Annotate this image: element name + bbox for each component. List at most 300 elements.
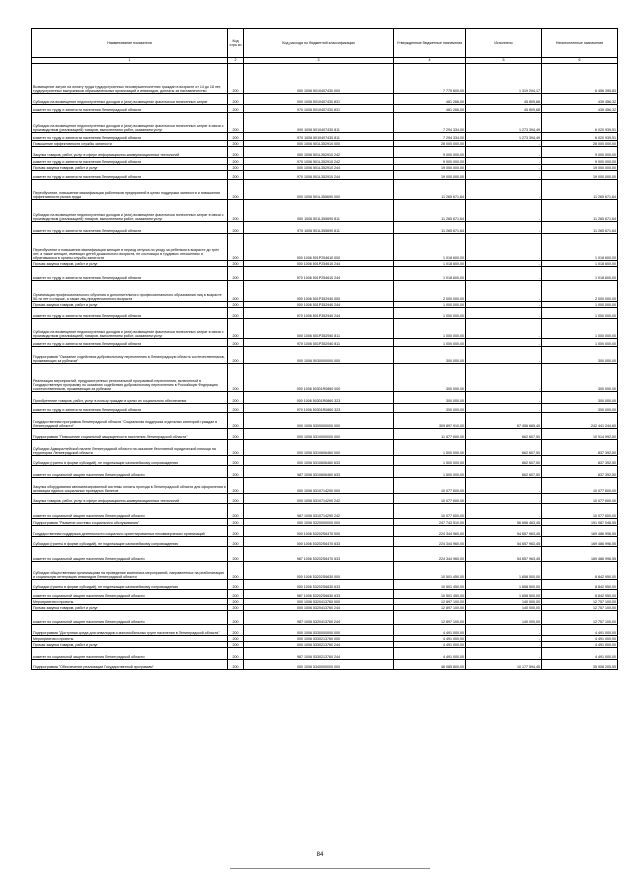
row-line-code: 200 <box>228 364 244 392</box>
row-unexecuted: 12 757 100,00 <box>542 611 618 625</box>
row-budget-code: 000 1006 501P254610 244 <box>244 261 394 267</box>
row-executed: - <box>466 261 542 267</box>
row-line-code: 200 <box>228 590 244 599</box>
row-budget-code: 000 1006 501L352910 244 <box>244 165 394 171</box>
row-budget-code: 000 1006 50301R0860 323 <box>244 392 394 404</box>
row-executed: - <box>466 302 542 308</box>
row-unexecuted: 169 486 996,55 <box>542 526 618 537</box>
row-line-code: 200 <box>228 413 244 429</box>
row-approved: 11 265 671,64 <box>394 180 466 200</box>
row-name: Мероприятия и проекты <box>32 636 228 642</box>
row-line-code: 200 <box>228 158 244 165</box>
row-name: комитет по социальной защите населения Ленинградской области <box>32 504 228 519</box>
row-budget-code: 000 1006 5340000000 000 <box>244 660 394 670</box>
row-unexecuted: 10 077 600,00 <box>542 494 618 504</box>
row-approved: 1 000 000,00 <box>394 302 466 308</box>
row-approved: 300 000,00 <box>394 364 466 392</box>
row-executed: - <box>466 478 542 494</box>
row-line-code: 200 <box>228 234 244 261</box>
row-approved: 309 897 910,00 <box>394 413 466 429</box>
row-approved: 1 018 600,00 <box>394 234 466 261</box>
row-approved: 1 000 000,00 <box>394 308 466 319</box>
row-budget-code: 000 1006 5330000000 000 <box>244 625 394 636</box>
row-name: Закупка оборудования автоматизированной системы оплаты проезда в Ленинградской области для оформления и активации единых социальных проездных билетов <box>32 478 228 494</box>
table-row <box>32 267 618 281</box>
row-line-code: 200 <box>228 537 244 547</box>
row-approved: 4 491 000,00 <box>394 648 466 660</box>
row-line-code: 200 <box>228 392 244 404</box>
table-row <box>32 133 618 141</box>
row-approved: 10 501 450,00 <box>394 562 466 580</box>
table-row <box>32 590 618 599</box>
row-approved: 4 491 000,00 <box>394 636 466 642</box>
row-unexecuted: 1 000 000,00 <box>542 302 618 308</box>
table-row <box>32 364 618 392</box>
row-name: Возмещение затрат на оплату труда трудоустроенных несовершеннолетних граждан в возрасте от 14 до 18 лет, трудоустроенных выпускников образовательных организаций и инвалидов, доплаты за наставничество <box>32 64 228 94</box>
row-line-code: 200 <box>228 580 244 590</box>
table-row <box>32 105 618 113</box>
table-row <box>32 494 618 504</box>
table-row <box>32 625 618 636</box>
row-executed: 56 656 463,45 <box>466 519 542 526</box>
row-line-code: 200 <box>228 504 244 519</box>
table-row <box>32 319 618 339</box>
row-approved: 1 018 600,00 <box>394 261 466 267</box>
row-executed: - <box>466 234 542 261</box>
row-budget-code: 970 1006 501P352940 811 <box>244 339 394 347</box>
table-row <box>32 660 618 670</box>
header-executed: Исполнено <box>466 29 542 58</box>
row-executed: - <box>466 494 542 504</box>
row-executed: - <box>466 364 542 392</box>
row-name: комитет по социальной защите населения Ленинградской области <box>32 590 228 599</box>
row-executed: - <box>466 180 542 200</box>
row-name: Переобучение и повышение квалификации женщин в период отпуска по уходу за ребенком в возрасте до трех лет, а также женщин, имеющих детей дошкольного возраста, не состоящих в трудовых отношениях и обратившихся в органы службы занятости <box>32 234 228 261</box>
row-budget-code: 970 1006 501L355690 811 <box>244 222 394 234</box>
row-unexecuted: 837 392,50 <box>542 440 618 456</box>
table-row <box>32 392 618 404</box>
row-budget-code: 000 1006 501P254610 000 <box>244 234 394 261</box>
row-budget-code: 000 1006 501P352940 000 <box>244 281 394 302</box>
row-budget-code: 987 1006 53202S6470 633 <box>244 547 394 562</box>
table-row <box>32 281 618 302</box>
row-budget-code: 000 1006 5330213760 000 <box>244 636 394 642</box>
row-line-code: 200 <box>228 308 244 319</box>
row-name: Прочая закупка товаров, работ и услуг <box>32 165 228 171</box>
row-budget-code: 000 1006 5310606460 633 <box>244 456 394 466</box>
table-row <box>32 440 618 456</box>
row-executed: - <box>466 308 542 319</box>
row-unexecuted: 169 486 996,55 <box>542 537 618 547</box>
table-row <box>32 94 618 105</box>
row-approved: 10 077 600,00 <box>394 494 466 504</box>
row-unexecuted: 1 000 000,00 <box>542 339 618 347</box>
row-budget-code: 970 1006 501P352940 244 <box>244 308 394 319</box>
row-executed: 1 273 394,49 <box>466 113 542 133</box>
row-line-code: 200 <box>228 636 244 642</box>
row-budget-code: 987 1006 5310714290 242 <box>244 504 394 519</box>
row-budget-code: 000 1006 5010407430 000 <box>244 64 394 94</box>
row-line-code: 200 <box>228 171 244 180</box>
table-row <box>32 413 618 429</box>
row-executed: 54 657 963,45 <box>466 547 542 562</box>
row-line-code: 200 <box>228 133 244 141</box>
row-line-code: 200 <box>228 147 244 158</box>
table-row <box>32 526 618 537</box>
row-unexecuted: 4 491 000,00 <box>542 648 618 660</box>
table-row <box>32 113 618 133</box>
row-approved: 224 344 960,00 <box>394 526 466 537</box>
row-line-code: 200 <box>228 105 244 113</box>
row-approved: 224 344 960,00 <box>394 537 466 547</box>
header-budget-code: Код расхода по бюджетной классификации <box>244 29 394 58</box>
row-unexecuted: 300 000,00 <box>542 392 618 404</box>
row-approved: 1 018 600,00 <box>394 267 466 281</box>
row-line-code: 200 <box>228 200 244 222</box>
row-line-code: 200 <box>228 64 244 94</box>
row-executed: - <box>466 339 542 347</box>
row-executed: - <box>466 200 542 222</box>
row-approved: 300 000,00 <box>394 392 466 404</box>
row-unexecuted: 1 000 000,00 <box>542 308 618 319</box>
row-executed: - <box>466 625 542 636</box>
row-approved: 1 500 000,00 <box>394 466 466 478</box>
row-approved: 11 265 671,64 <box>394 222 466 234</box>
row-unexecuted: 1 000 000,00 <box>542 319 618 339</box>
table-row <box>32 308 618 319</box>
column-number: 4 <box>394 58 466 64</box>
table-row <box>32 580 618 590</box>
row-approved: 7 294 334,00 <box>394 113 466 133</box>
row-line-code: 200 <box>228 466 244 478</box>
row-approved: 247 743 510,00 <box>394 519 466 526</box>
row-name: Приобретение товаров, работ, услуг в пользу граждан в целях их социального обеспечения <box>32 392 228 404</box>
column-number: 3 <box>244 58 394 64</box>
row-line-code: 200 <box>228 605 244 611</box>
row-budget-code: 000 1006 5010407430 831 <box>244 94 394 105</box>
row-unexecuted: 11 265 671,64 <box>542 222 618 234</box>
row-line-code: 200 <box>228 519 244 526</box>
row-approved: 1 500 000,00 <box>394 456 466 466</box>
budget-execution-table <box>31 28 618 670</box>
table-row <box>32 547 618 562</box>
row-name: комитет по труду и занятости населения Ленинградской области <box>32 171 228 180</box>
row-line-code: 200 <box>228 319 244 339</box>
row-budget-code: 000 1006 5330213760 244 <box>244 642 394 648</box>
row-unexecuted: 10 914 992,50 <box>542 429 618 440</box>
row-name: комитет по труду и занятости населения Ленинградской области <box>32 339 228 347</box>
column-number: 5 <box>466 58 542 64</box>
row-approved: 224 344 960,00 <box>394 547 466 562</box>
row-name: Повышение эффективности службы занятости <box>32 141 228 147</box>
row-name: Подпрограмма "Повышение социальной защищенности населения Ленинградской области" <box>32 429 228 440</box>
row-budget-code: 000 1006 5320413760 000 <box>244 599 394 605</box>
row-name: Государственная программа Ленинградской области "Социальная поддержка отдельных категорий граждан в Ленинградской области" <box>32 413 228 429</box>
row-unexecuted: 8 842 950,00 <box>542 580 618 590</box>
table-row <box>32 537 618 547</box>
header-line-code: Код стро ки <box>228 29 244 58</box>
row-approved: 481 266,00 <box>394 94 466 105</box>
row-line-code: 200 <box>228 599 244 605</box>
row-budget-code: 970 1006 501L352910 244 <box>244 171 394 180</box>
row-line-code: 200 <box>228 456 244 466</box>
row-name: Субсидии (гранты в форме субсидий), не подлежащие казначейскому сопровождению <box>32 456 228 466</box>
row-name: Организация профессионального обучения и дополнительного профессионального образования лиц в возрасте 50-ти лет и старше, а также лиц предпенсионного возраста <box>32 281 228 302</box>
row-name: Мероприятия и проекты <box>32 599 228 605</box>
row-name: Подпрограмма "Оказание содействия добровольному переселению в Ленинградскую область соотечественников, проживающих за рубежом" <box>32 347 228 364</box>
row-executed: - <box>466 147 542 158</box>
row-name: Подпрограмма "Развитие системы социального обслуживания" <box>32 519 228 526</box>
row-name: Подпрограмма "Доступная среда для инвалидов и маломобильных групп населения в Ленинградской области" <box>32 625 228 636</box>
table-row <box>32 339 618 347</box>
row-line-code: 200 <box>228 478 244 494</box>
row-approved: 11 577 600,00 <box>394 429 466 440</box>
row-line-code: 200 <box>228 611 244 625</box>
row-budget-code: 000 1006 501L352910 000 <box>244 141 394 147</box>
row-line-code: 200 <box>228 660 244 670</box>
row-name: Закупка товаров, работ, услуг в сфере информационно-коммуникационных технологий <box>32 147 228 158</box>
row-budget-code: 970 1006 50301R0860 323 <box>244 404 394 413</box>
row-approved: 4 491 000,00 <box>394 642 466 648</box>
row-budget-code: 987 1006 5310606460 633 <box>244 466 394 478</box>
row-executed: 1 658 500,00 <box>466 590 542 599</box>
row-executed: - <box>466 404 542 413</box>
row-unexecuted: 242 441 244,60 <box>542 413 618 429</box>
row-executed: - <box>466 392 542 404</box>
row-executed: - <box>466 171 542 180</box>
row-approved: 300 000,00 <box>394 347 466 364</box>
row-approved: 28 000 000,00 <box>394 141 466 147</box>
row-name: комитет по труду и занятости населения Ленинградской области <box>32 222 228 234</box>
row-line-code: 200 <box>228 562 244 580</box>
table-row <box>32 429 618 440</box>
table-row <box>32 347 618 364</box>
row-line-code: 200 <box>228 222 244 234</box>
table-row <box>32 180 618 200</box>
row-budget-code: 000 1006 53202S6470 633 <box>244 537 394 547</box>
row-approved: 12 897 100,00 <box>394 599 466 605</box>
row-budget-code: 000 1006 5030000000 000 <box>244 347 394 364</box>
row-approved: 7 775 600,00 <box>394 64 466 94</box>
row-budget-code: 000 1006 501L355690 000 <box>244 180 394 200</box>
row-executed: 662 607,50 <box>466 456 542 466</box>
row-executed: - <box>466 642 542 648</box>
row-line-code: 200 <box>228 281 244 302</box>
row-executed: 1 658 500,00 <box>466 580 542 590</box>
row-line-code: 200 <box>228 547 244 562</box>
row-budget-code: 970 1006 501L352910 242 <box>244 158 394 165</box>
row-approved: 9 000 000,00 <box>394 147 466 158</box>
table-row <box>32 234 618 261</box>
row-executed: 54 657 963,45 <box>466 526 542 537</box>
row-executed: 662 607,50 <box>466 440 542 456</box>
row-executed: - <box>466 281 542 302</box>
page-number: 84 <box>316 852 324 858</box>
row-name: Субсидии на возмещение недополученных доходов и (или) возмещение фактически понесенных затрат в связи с производством (реализацией) товаров, выполнением работ, оказанием услуг <box>32 319 228 339</box>
row-budget-code: 000 1006 53202S6630 633 <box>244 580 394 590</box>
row-unexecuted: 12 757 100,00 <box>542 599 618 605</box>
row-line-code: 200 <box>228 267 244 281</box>
table-row <box>32 404 618 413</box>
row-name: Субсидии (гранты в форме субсидий), не подлежащие казначейскому сопровождению <box>32 580 228 590</box>
row-budget-code: 970 1006 5010407430 831 <box>244 105 394 113</box>
row-unexecuted: 837 392,50 <box>542 466 618 478</box>
row-name: Закупка товаров, работ, услуг в сфере информационно-коммуникационных технологий <box>32 494 228 504</box>
row-budget-code: 000 1006 501L355690 811 <box>244 200 394 222</box>
row-executed: 1 658 500,00 <box>466 562 542 580</box>
row-name: Субсидии на возмещение недополученных доходов и (или) возмещение фактически понесенных затрат в связи с производством (реализацией) товаров, выполнением работ, оказанием услуг <box>32 113 228 133</box>
column-number: 2 <box>228 58 244 64</box>
row-budget-code: 987 1006 53202S6630 633 <box>244 590 394 599</box>
row-name: Прочая закупка товаров, работ и услуг <box>32 642 228 648</box>
row-line-code: 200 <box>228 404 244 413</box>
row-name: комитет по труду и занятости населения Ленинградской области <box>32 404 228 413</box>
row-unexecuted: 19 000 000,00 <box>542 171 618 180</box>
row-name: комитет по труду и занятости населения Ленинградской области <box>32 308 228 319</box>
row-line-code: 200 <box>228 113 244 133</box>
row-unexecuted: 4 491 000,00 <box>542 625 618 636</box>
table-row <box>32 504 618 519</box>
row-budget-code: 987 1006 5320413760 244 <box>244 611 394 625</box>
row-budget-code: 000 1006 501L352910 242 <box>244 147 394 158</box>
row-name: Прочая закупка товаров, работ и услуг <box>32 302 228 308</box>
document-page <box>31 28 617 670</box>
header-unexecuted: Неисполненные назначения <box>542 29 618 58</box>
table-row <box>32 478 618 494</box>
row-approved: 10 077 600,00 <box>394 504 466 519</box>
row-name: Субсидии на возмещение недополученных доходов и (или) возмещение фактически понесенных затрат <box>32 94 228 105</box>
row-line-code: 200 <box>228 648 244 660</box>
row-line-code: 200 <box>228 339 244 347</box>
row-line-code: 200 <box>228 526 244 537</box>
row-unexecuted: 435 456,32 <box>542 94 618 105</box>
row-unexecuted: 4 491 000,00 <box>542 642 618 648</box>
row-executed: 140 000,00 <box>466 611 542 625</box>
row-name: комитет по социальной защите населения Ленинградской области <box>32 611 228 625</box>
table-body <box>32 64 618 670</box>
row-approved: 9 000 000,00 <box>394 158 466 165</box>
row-line-code: 200 <box>228 180 244 200</box>
row-unexecuted: 28 000 000,00 <box>542 141 618 147</box>
row-name: комитет по труду и занятости населения Ленинградской области <box>32 133 228 141</box>
row-executed: 140 000,00 <box>466 605 542 611</box>
row-name: комитет по социальной защите населения Ленинградской области <box>32 648 228 660</box>
row-name: Субсидии Адмиралтейской палате Ленинградской области на оказание бесплатной юридической помощи на территории Ленинградской области <box>32 440 228 456</box>
row-line-code: 200 <box>228 642 244 648</box>
row-unexecuted: 11 265 671,64 <box>542 200 618 222</box>
row-name: Субсидии (гранты в форме субсидий), не подлежащие казначейскому сопровождению <box>32 537 228 547</box>
header-approved: Утвержденные бюджетные назначения <box>394 29 466 58</box>
row-line-code: 200 <box>228 347 244 364</box>
table-row <box>32 562 618 580</box>
row-budget-code: 000 1006 53202S6470 000 <box>244 526 394 537</box>
row-executed: 54 657 963,45 <box>466 537 542 547</box>
row-approved: 46 085 800,00 <box>394 660 466 670</box>
row-budget-code: 000 1006 5010407430 811 <box>244 113 394 133</box>
row-unexecuted: 300 000,00 <box>542 404 618 413</box>
table-row <box>32 158 618 165</box>
row-unexecuted: 1 018 600,00 <box>542 261 618 267</box>
footer-line <box>230 868 430 869</box>
row-unexecuted: 837 392,50 <box>542 456 618 466</box>
row-approved: 10 077 600,00 <box>394 478 466 494</box>
table-row <box>32 147 618 158</box>
table-row <box>32 648 618 660</box>
table-row <box>32 200 618 222</box>
row-line-code: 200 <box>228 494 244 504</box>
row-line-code: 200 <box>228 429 244 440</box>
row-line-code: 200 <box>228 141 244 147</box>
table-row <box>32 171 618 180</box>
row-unexecuted: 9 000 000,00 <box>542 158 618 165</box>
row-approved: 12 897 100,00 <box>394 605 466 611</box>
row-approved: 1 000 000,00 <box>394 319 466 339</box>
row-name: Субсидии на возмещение недополученных доходов и (или) возмещение фактически понесенных затрат в связи с производством (реализацией) товаров, выполнением работ, оказанием услуг <box>32 200 228 222</box>
row-name: комитет по социальной защите населения Ленинградской области <box>32 547 228 562</box>
row-name: Государственная поддержка деятельности социально ориентированных некоммерческих организаций <box>32 526 228 537</box>
row-executed: 10 177 594,45 <box>466 660 542 670</box>
row-name: Прочая закупка товаров, работ и услуг <box>32 605 228 611</box>
row-line-code: 200 <box>228 94 244 105</box>
row-approved: 4 491 000,00 <box>394 625 466 636</box>
table-row <box>32 611 618 625</box>
row-unexecuted: 191 087 046,55 <box>542 519 618 526</box>
row-executed: 662 607,50 <box>466 429 542 440</box>
row-unexecuted: 1 018 600,00 <box>542 234 618 261</box>
row-budget-code: 970 1006 5010407430 811 <box>244 133 394 141</box>
row-approved: 481 266,00 <box>394 105 466 113</box>
table-row <box>32 222 618 234</box>
row-executed: - <box>466 222 542 234</box>
row-executed: 140 000,00 <box>466 599 542 605</box>
header-indicator-name: Наименование показателя <box>32 29 228 58</box>
row-name: комитет по труду и занятости населения Ленинградской области <box>32 267 228 281</box>
row-budget-code: 970 1006 501P254610 244 <box>244 267 394 281</box>
row-name: Реализация мероприятий, предусмотренных региональной программой переселения, включенной в Государственную программу по оказанию содействия добровольному переселению в Российскую Федерацию соотечественников, проживающих за рубежом <box>32 364 228 392</box>
row-unexecuted: 300 000,00 <box>542 364 618 392</box>
row-unexecuted: 1 018 600,00 <box>542 267 618 281</box>
row-approved: 19 000 000,00 <box>394 171 466 180</box>
row-unexecuted: 6 020 939,51 <box>542 113 618 133</box>
row-name: Переобучение, повышение квалификации работников предприятий в целях поддержки занятости и повышения эффективности рынка труда <box>32 180 228 200</box>
table-row <box>32 64 618 94</box>
row-executed: 1 273 394,49 <box>466 133 542 141</box>
row-unexecuted: 6 456 395,83 <box>542 64 618 94</box>
row-executed: - <box>466 504 542 519</box>
row-approved: 2 000 000,00 <box>394 281 466 302</box>
row-executed: - <box>466 267 542 281</box>
row-budget-code: 000 1006 5320000000 000 <box>244 519 394 526</box>
column-number: 1 <box>32 58 228 64</box>
row-unexecuted: 2 000 000,00 <box>542 281 618 302</box>
row-unexecuted: 8 842 950,00 <box>542 590 618 599</box>
row-unexecuted: 169 486 996,55 <box>542 547 618 562</box>
row-unexecuted: 10 077 600,00 <box>542 478 618 494</box>
row-executed: - <box>466 141 542 147</box>
row-budget-code: 000 1006 5310714290 000 <box>244 478 394 494</box>
row-unexecuted: 8 842 950,00 <box>542 562 618 580</box>
row-budget-code: 987 1006 5330213760 244 <box>244 648 394 660</box>
row-name: комитет по труду и занятости населения Ленинградской области <box>32 105 228 113</box>
row-unexecuted: 4 491 000,00 <box>542 636 618 642</box>
row-name: комитет по труду и занятости населения Ленинградской области <box>32 158 228 165</box>
row-budget-code: 000 1006 50301R0860 000 <box>244 364 394 392</box>
table-row <box>32 519 618 526</box>
row-approved: 1 500 000,00 <box>394 440 466 456</box>
row-budget-code: 000 1006 5310714290 242 <box>244 494 394 504</box>
row-name: Подпрограмма "Обеспечение реализации Государственной программы" <box>32 660 228 670</box>
row-unexecuted: 6 020 939,51 <box>542 133 618 141</box>
